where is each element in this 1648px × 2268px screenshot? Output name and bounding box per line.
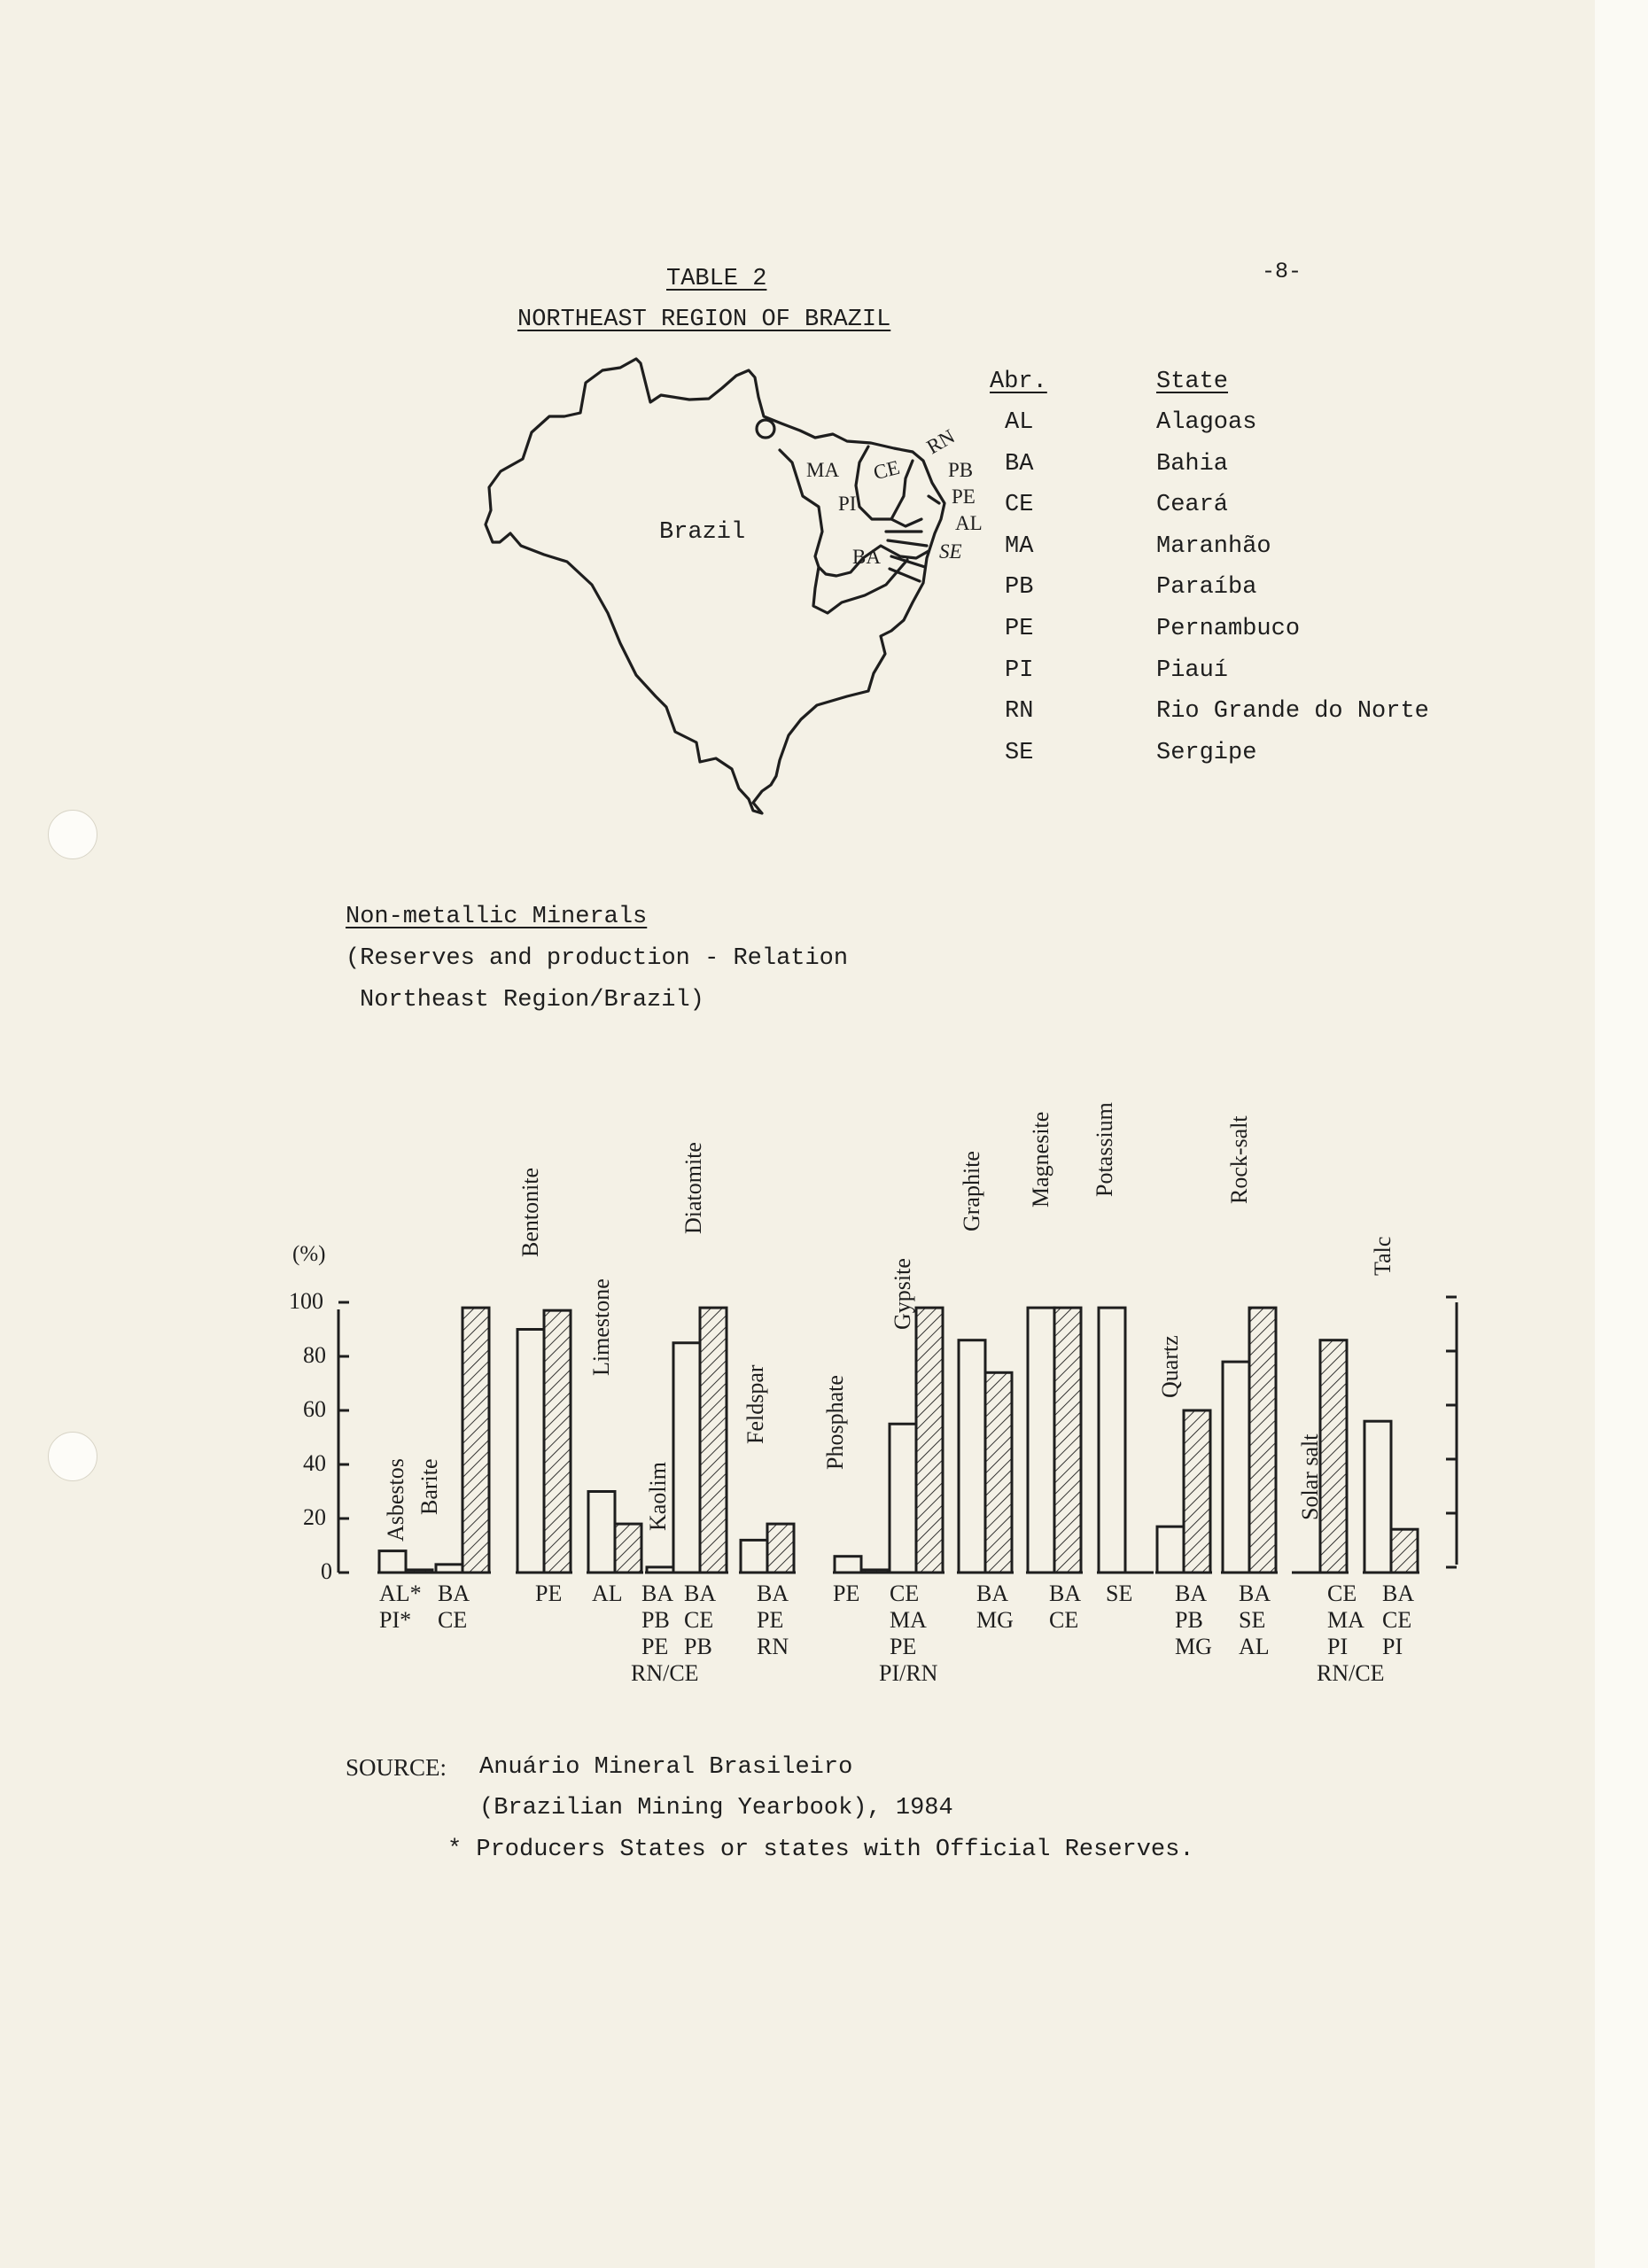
bar-hatched — [1184, 1410, 1210, 1573]
state-code-label: SE — [1106, 1581, 1133, 1606]
bar-open — [741, 1540, 767, 1573]
map-state-label: CE — [871, 455, 902, 485]
y-axis-label: (%) — [292, 1242, 326, 1266]
bar-open — [517, 1330, 544, 1573]
bar-hatched — [985, 1372, 1012, 1573]
mineral-label: Solar salt — [1297, 1433, 1323, 1520]
y-tick-label: 60 — [303, 1396, 326, 1422]
state-code-label: MG — [976, 1607, 1014, 1633]
state-code-label: CE — [1327, 1581, 1357, 1606]
state-code-label: BA — [1175, 1581, 1208, 1606]
state-code-label: BA — [1382, 1581, 1415, 1606]
state-code-label: PE — [833, 1581, 860, 1606]
state-cell: Pernambuco — [1156, 616, 1301, 642]
table-title: NORTHEAST REGION OF BRAZIL — [517, 307, 891, 333]
bar-open — [1157, 1526, 1184, 1573]
mineral-label: Graphite — [959, 1151, 984, 1231]
mineral-label: Feldspar — [742, 1364, 768, 1444]
abbr-cell: BA — [1005, 450, 1034, 478]
state-code-label: BA — [1239, 1581, 1271, 1606]
bar-hatched — [767, 1524, 794, 1573]
chart-bars — [377, 1308, 1419, 1573]
abbr-cell: MA — [1005, 532, 1034, 560]
state-code-label: CE — [684, 1607, 714, 1633]
mineral-label: Asbestos — [383, 1458, 408, 1542]
abbr-cell: CE — [1005, 492, 1034, 519]
state-cell: Rio Grande do Norte — [1156, 698, 1429, 726]
mineral-label: Potassium — [1092, 1102, 1117, 1197]
state-cell: Sergipe — [1156, 739, 1257, 766]
y-tick-label: 80 — [303, 1342, 326, 1368]
mineral-label: Kaolim — [645, 1462, 671, 1531]
bar-open — [588, 1492, 615, 1573]
bar-hatched — [463, 1308, 489, 1573]
state-cell: Alagoas — [1156, 409, 1257, 436]
state-code-label: MA — [890, 1607, 927, 1633]
state-code-label: CE — [438, 1607, 468, 1633]
bar-hatched — [700, 1308, 727, 1573]
state-code-label: PB — [684, 1634, 712, 1659]
abbr-cell: PI — [1005, 656, 1034, 684]
mineral-label: Talc — [1370, 1236, 1395, 1276]
table-label: TABLE 2 — [666, 266, 767, 292]
state-code-label: BA — [438, 1581, 470, 1606]
mineral-label: Rock-salt — [1226, 1115, 1252, 1204]
abbr-cell: RN — [1005, 698, 1034, 726]
abbr-cell: SE — [1005, 739, 1034, 766]
mineral-label: Gypsite — [890, 1258, 915, 1330]
state-code-label: BA — [641, 1581, 674, 1606]
state-code-label: PE — [757, 1607, 784, 1633]
map-state-label: BA — [852, 546, 881, 568]
y-tick-label: 40 — [303, 1450, 326, 1476]
state-code-label: MG — [1175, 1634, 1212, 1659]
mineral-label: Barite — [416, 1458, 442, 1515]
state-cell: Ceará — [1156, 492, 1229, 519]
state-code-label: RN — [757, 1634, 789, 1659]
bar-open — [959, 1340, 985, 1573]
source-footnote: * Producers States or states with Official Reserves. — [447, 1837, 1194, 1863]
abbr-cell: PB — [1005, 574, 1034, 602]
abbr-cell: PE — [1005, 616, 1034, 642]
state-cell: Maranhão — [1156, 532, 1271, 560]
bar-open — [379, 1551, 406, 1573]
bar-hatched — [1249, 1308, 1276, 1573]
state-code-label: AL — [1239, 1634, 1270, 1659]
mineral-label: Quartz — [1157, 1335, 1183, 1398]
chart-title: Non-metallic Minerals — [346, 904, 648, 930]
state-code-label: PI — [1382, 1634, 1403, 1659]
state-code-label: MA — [1327, 1607, 1364, 1633]
state-code-label: PI* — [379, 1607, 412, 1633]
state-code-label: BA — [757, 1581, 789, 1606]
bar-open — [835, 1557, 861, 1573]
bar-hatched — [544, 1310, 571, 1573]
map-state-label: PE — [952, 485, 976, 508]
state-cell: Paraíba — [1156, 574, 1257, 602]
bar-hatched — [1054, 1308, 1081, 1573]
bar-open — [1028, 1308, 1054, 1573]
abbr-cell: AL — [1005, 409, 1034, 436]
state-code-label: RN/CE — [1317, 1660, 1385, 1686]
mineral-label: Limestone — [588, 1278, 614, 1376]
bar-open — [890, 1424, 916, 1573]
state-code-label: CE — [1382, 1607, 1412, 1633]
bar-open — [1223, 1362, 1249, 1573]
state-code-label: PB — [641, 1607, 670, 1633]
bar-hatched — [1391, 1529, 1418, 1573]
map-state-label: MA — [806, 459, 840, 481]
state-code-label: AL* — [379, 1581, 422, 1606]
source-line1: Anuário Mineral Brasileiro — [479, 1754, 853, 1781]
map-state-label: RN — [922, 424, 959, 459]
bar-open — [673, 1343, 700, 1573]
state-code-label: PI — [1327, 1634, 1349, 1659]
state-code-label: RN/CE — [631, 1660, 699, 1686]
bar-hatched — [1320, 1340, 1347, 1573]
source-line2: (Brazilian Mining Yearbook), 1984 — [479, 1795, 953, 1821]
mineral-label: Magnesite — [1028, 1111, 1053, 1208]
state-code-label: AL — [592, 1581, 623, 1606]
state-cell: Piauí — [1156, 656, 1229, 684]
state-cell: Bahia — [1156, 450, 1229, 478]
page-number: -8- — [1262, 259, 1302, 284]
state-code-label: BA — [976, 1581, 1009, 1606]
bar-open — [1099, 1308, 1125, 1573]
state-code-label: PB — [1175, 1607, 1203, 1633]
state-header: State — [1156, 369, 1229, 395]
state-code-label: CE — [1049, 1607, 1079, 1633]
y-tick-label: 100 — [289, 1288, 323, 1314]
y-tick-label: 20 — [303, 1504, 326, 1530]
source-label: SOURCE: — [346, 1754, 447, 1781]
map-state-label: PI — [838, 493, 857, 515]
map-state-label: SE — [939, 540, 962, 563]
state-code-label: PI/RN — [879, 1660, 938, 1686]
mineral-label: Phosphate — [822, 1375, 848, 1470]
state-code-label: PE — [535, 1581, 563, 1606]
bar-hatched — [916, 1308, 943, 1573]
state-code-label: CE — [890, 1581, 920, 1606]
chart-subtitle-line2: Northeast Region/Brazil) — [360, 987, 704, 1014]
state-code-label: PE — [890, 1634, 917, 1659]
state-code-label: SE — [1239, 1607, 1266, 1633]
mineral-label: Bentonite — [517, 1167, 543, 1257]
state-code-label: PE — [641, 1634, 669, 1659]
map-state-label: PB — [948, 459, 974, 481]
abbr-header: Abr. — [990, 369, 1047, 395]
mineral-label: Diatomite — [680, 1142, 706, 1234]
chart-subtitle-line1: (Reserves and production - Relation — [346, 945, 849, 972]
state-code-label: BA — [684, 1581, 717, 1606]
map-country-label: Brazil — [659, 519, 746, 546]
bar-open — [1364, 1421, 1391, 1573]
state-code-label: BA — [1049, 1581, 1082, 1606]
y-tick-label: 0 — [321, 1558, 332, 1584]
map-state-label: AL — [955, 512, 983, 534]
bar-hatched — [615, 1524, 641, 1573]
